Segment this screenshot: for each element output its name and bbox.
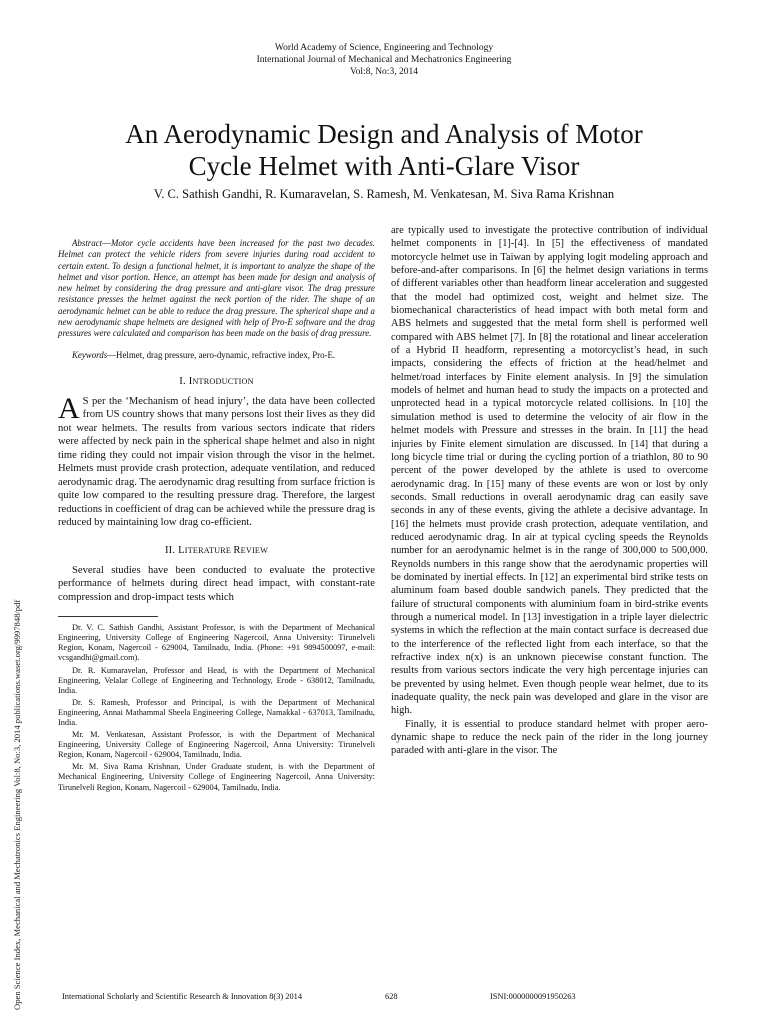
keywords-text: Helmet, drag pressure, aero-dynamic, refractive index, Pro-E. <box>116 349 336 360</box>
section-title-cap: I <box>188 375 193 387</box>
abstract-dash: — <box>102 238 111 248</box>
author-list: V. C. Sathish Gandhi, R. Kumaravelan, S. Ramesh, M. Venkatesan, M. Siva Rama Krishnan <box>153 187 615 201</box>
journal-volume: Vol:8, No:3, 2014 <box>350 67 418 77</box>
author-footnotes <box>58 623 375 793</box>
abstract-label: Abstract <box>72 238 103 248</box>
journal-publisher: World Academy of Science, Engineering and Technology <box>274 43 494 53</box>
title-line-1: An Aerodynamic Design and Analysis of Motor <box>125 119 643 149</box>
section-title-cap: L <box>178 544 185 556</box>
section-heading-introduction <box>58 375 375 389</box>
introduction-text: S per the ‘Mechanism of head injury’, the data have been collected from US country shows that many persons lost their lives as they did not wear helmets. The results from various sectors indicate that riders were affected by neck pain in the spherical shape helmet and also in night time riding they could not impair vision through the visor in the helmet. Helmets must provide crash protection, adequate ventilation, and reduced aerodynamic drag. The aerodynamic drag resulting from surface friction is quite low compared to the resulting pressure drag. Therefore, the largest reductions in coefficient of drag can be achieved while the pressure drag is reduced by maintaining low drag co-efficient. <box>58 395 375 529</box>
literature-review-conclusion: Finally, it is essential to produce standard helmet with proper aero-dynamic shape to reduce the neck pain of the rider in the long journey paraded with anti-glare in the visor. The <box>391 718 708 757</box>
journal-header <box>0 42 768 78</box>
footnote-divider <box>58 616 158 617</box>
keywords-dash: — <box>107 349 117 360</box>
section-title-rest: NTRODUCTION <box>192 376 254 386</box>
left-column <box>58 238 375 795</box>
footnote: Mr. M. Siva Rama Krishnan, Under Graduate student, is with the Department of Mechanical Engineering, University College of Engineering Nagercoil, Anna University: Tirunelveli Region, Konam, Nagercoil - 629004, Tamilnadu, India. <box>58 762 375 792</box>
footnote: Dr. S. Ramesh, Professor and Principal, is with the Department of Mechanical Engineering, Annai Mathammal Sheela Engineering College, Namakkal - 637013, Tamilnadu, India. <box>58 697 375 728</box>
footnote: Dr. V. C. Sathish Gandhi, Assistant Professor, is with the Department of Mechanical Engineering, University College of Engineering Nagercoil, Anna University: Tirunelveli Region, Konam, Nagercoil - 629004, Tamilnadu, India. (Phone: +91 9894500097, e-mail: vcsgandhi@gmail.com). <box>58 623 375 663</box>
side-citation: Open Science Index, Mechanical and Mechatronics Engineering Vol:8, No:3, 2014 publications.waset.org/9997848/pdf <box>12 599 22 1010</box>
footnote: Dr. R. Kumaravelan, Professor and Head, is with the Department of Mechanical Engineering, Velalar College of Engineering and Technology, Erode - 638012, Tamilnadu, India. <box>58 665 375 695</box>
title-line-2: Cycle Helmet with Anti-Glare Visor <box>188 151 580 181</box>
section-number: II. <box>164 544 179 556</box>
abstract-text: Motor cycle accidents have been increased for the past two decades. Helmet can protect the vehicle riders from severe injuries during road accident to certain extent. To design a functional helmet, it is important to analyze the shape of the helmet and visor portion. Hence, an attempt has been made for design and analysis of new helmet by considering the drag pressure and anti-glare visor. The drag pressure resistance presses the helmet against the neck portion of the rider. The shape of an aerodynamic helmet can be able to reduce the drag pressure. The spherical shape and a new aerodynamic shape helmets are designed with help of Pro-E software and the drag pressures were calculated and comparison has been made on the basis of drag pressure. <box>58 238 375 339</box>
section-heading-literature-review <box>58 544 375 558</box>
footnote: Mr. M. Venkatesan, Assistant Professor, is with the Department of Mechanical Engineering, University College of Engineering Nagercoil, Anna University: Tirunelveli Region, Konam, Nagercoil - 629004, Tamilnadu, India. <box>58 730 375 760</box>
section-number: I. <box>179 375 189 387</box>
keywords-label: Keywords <box>72 349 108 360</box>
literature-review-paragraph: Several studies have been conducted to evaluate the protective performance of helmets during direct head impact, with constant-rate compression and drop-impact tests which <box>58 564 375 603</box>
section-title-cap: R <box>233 544 241 556</box>
keywords <box>58 350 375 361</box>
paper-title <box>60 118 708 182</box>
page-number: 628 <box>385 992 398 1001</box>
footer-publisher: International Scholarly and Scientific Research & Innovation 8(3) 2014 <box>62 992 303 1001</box>
right-column <box>391 224 708 758</box>
drop-cap: A <box>58 391 80 425</box>
footer-isni: ISNI:0000000091950263 <box>490 992 576 1001</box>
section-title-rest: ITERATURE <box>184 545 234 555</box>
journal-name: International Journal of Mechanical and Mechatronics Engineering <box>256 55 512 65</box>
literature-review-continued: are typically used to investigate the protective contribution of individual helmet components in [1]-[4]. In [5] the effectiveness of mandated motorcycle helmet use in Taiwan by applying logit modeling approach and before-and-after comparisons. In [6] the helmet design variations in terms of different variables other than headform linear acceleration and suggested that the model had optimized cost, weight and helmet size. The biomechanical characteristics of head impact with both metal form and ABS helmets and suggested that the metal form shell is performed well compared with ABS helmet [7]. In [8] the rotational and linear acceleration of a Hybrid II headform, representing a motorcyclist’s head, in such impacts, considering the effects of friction at the head/helmet and helmet/road interfaces by Finite element analysis. In [9] the simulation models of helmet and human head to study the impacts on a protected and unprotected head in a typical motorcycle related collisions. In [10] the simulation method is used to determine the velocity of air flow in the helmet models with Pressure and stresses in the brain. In [11] the head injuries by Finite element simulation are discussed. In [14] that during a long bicycle time trial or during the cycling portion of a triathlon, 80 to 90 percent of the power developed by the athlete is used to overcome aerodynamic drag. In [15] many of these events are won or lost by only seconds. Small reductions in overall aerodynamic drag can easily save seconds in any of these events, giving the athlete a decisive advantage. In [16] the helmets must provide crash protection, adequate ventilation, and reduced aerodynamic drag. In air at typical cycling speeds the Reynolds number for an aerodynamic helmet is in the range of 300,000 to 500,000. Reynolds numbers in this range show that the aerodynamic properties will be dominated by inertial effects. In [12] an experimental bird strike tests on aluminum foam based double sandwich panels. They predicted that the failure of structural components with aluminium foam in bird-strike events through a numerical model. In [13] investigation in a triple layer dielectric systems in which the reflection at the main contact surface is decreased due to the interference of the reflected light from each interface, so that the refractive index n(x) is an unknown piecewise constant function. The results from various sectors indicate the very high percentage injuries can be prevented by using helmet. Even though people wear helmet, due to its inadequate quality, the neck pain was developed and glare in the visor are high. <box>391 225 708 717</box>
introduction-paragraph <box>58 391 375 530</box>
section-title-rest: EVIEW <box>240 545 269 555</box>
abstract <box>58 238 375 340</box>
